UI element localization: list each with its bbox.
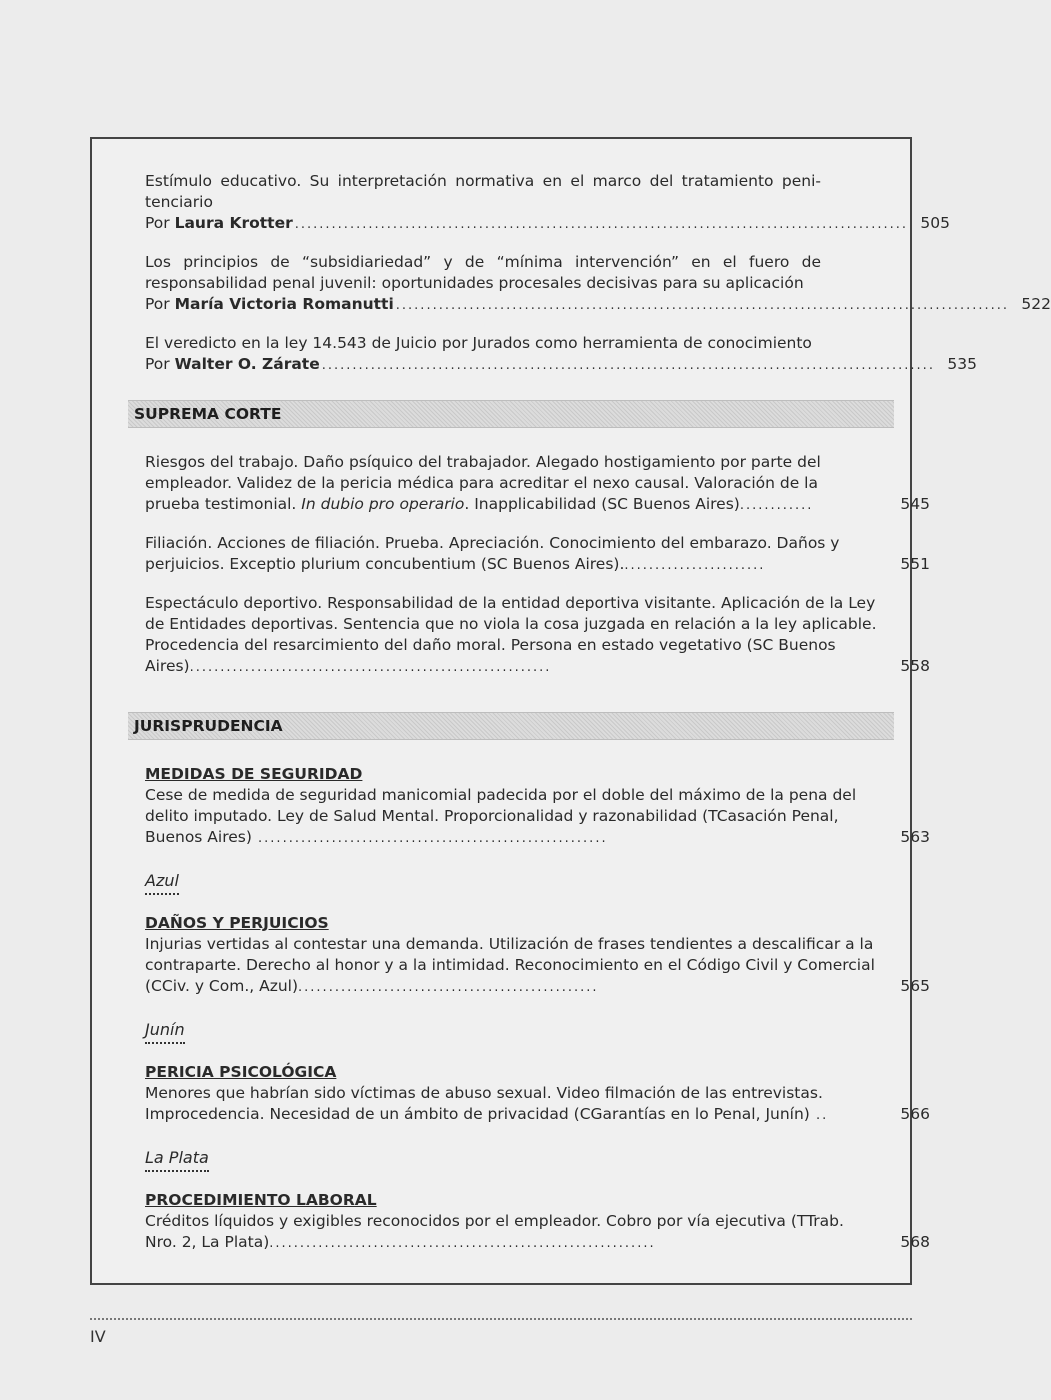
page-ref: 522: [1021, 295, 1051, 313]
city-heading: La Plata: [145, 1147, 209, 1172]
page-ref: 545: [900, 495, 930, 513]
jurisprudence-entry: [145, 1062, 930, 1126]
page-ref: 563: [900, 828, 930, 846]
article-title: Estímulo educativo. Su interpretación normativa en el marco del tratamiento peni-tenciario: [145, 172, 821, 211]
section-title: JURISPRUDENCIA: [134, 717, 283, 735]
jurisprudence-entry: [145, 1190, 930, 1254]
contents-frame: [90, 137, 1051, 1285]
leader-dots: ...........................................................: [189, 660, 552, 675]
category-title: PERICIA PSICOLÓGICA: [145, 1063, 337, 1081]
page-ref: 505: [920, 214, 950, 232]
entry-text: Cese de medida de seguridad manicomial padecida por el doble del máximo de la pena del delito imputado. Ley de Salud Mental. Proporcionalidad y razonabilidad (TCasación Penal, Buenos Aires): [145, 786, 857, 846]
article-entry: [145, 252, 1051, 316]
article-title: Los principios de “subsidiariedad” y de “mínima intervención” en el fuero de responsabilidad penal juvenil: oportunidades procesales decisivas para su aplicación: [145, 253, 821, 292]
section-title: SUPREMA CORTE: [134, 405, 282, 423]
leader-dots: .................................................: [298, 980, 599, 995]
leader-dots: ..: [809, 1108, 829, 1123]
page-number: IV: [90, 1327, 106, 1346]
author-name: María Victoria Romanutti: [174, 295, 394, 313]
leader-dots: ....................................................................................................: [321, 358, 935, 373]
ruling-text-cont: . Inapplicabilidad (SC Buenos Aires): [464, 495, 740, 513]
page-ref: 568: [900, 1233, 930, 1251]
ruling-text: Espectáculo deportivo. Responsabilidad de la entidad deportiva visitante. Aplicación de la Ley de Entidades deportivas. Sentencia que no viola la cosa juzgada en relación a la ley aplicable. Procedencia del resarcimiento del daño moral. Persona en estado vegetativo (SC Buenos Aires): [145, 594, 877, 675]
contents-list: [134, 171, 1051, 1271]
entry-text: Menores que habrían sido víctimas de abuso sexual. Video filmación de las entrevistas. Improcedencia. Necesidad de un ámbito de privacidad (CGarantías en lo Penal, Junín): [145, 1084, 823, 1123]
leader-dots: .........................................................: [251, 831, 608, 846]
ruling-entry: [145, 593, 930, 678]
section-header-jurisprudencia: [128, 712, 894, 740]
footer-dotted-rule: [90, 1318, 912, 1320]
author-line: [145, 213, 950, 235]
author-prefix: Por: [145, 214, 170, 232]
page-ref: 558: [900, 657, 930, 675]
entry-text: Créditos líquidos y exigibles reconocidos por el empleador. Cobro por vía ejecutiva (TTrab. Nro. 2, La Plata): [145, 1212, 844, 1251]
city-heading: Azul: [145, 870, 179, 895]
author-name: Walter O. Zárate: [174, 355, 320, 373]
ruling-entry: [145, 533, 930, 576]
city-heading: Junín: [145, 1019, 185, 1044]
category-title: PROCEDIMIENTO LABORAL: [145, 1191, 377, 1209]
leader-dots: ....................................................................................................: [294, 217, 908, 232]
ruling-entry: [145, 452, 930, 516]
author-name: Laura Krotter: [174, 214, 293, 232]
author-prefix: Por: [145, 355, 170, 373]
ruling-text: Filiación. Acciones de filiación. Prueba. Apreciación. Conocimiento del embarazo. Daños y perjuicios. Exceptio plurium concubentium (SC Buenos Aires).: [145, 534, 840, 573]
article-title: El veredicto en la ley 14.543 de Juicio por Jurados como herramienta de conocimiento: [145, 334, 812, 352]
ruling-latin-phrase: In dubio pro operario: [301, 495, 465, 513]
jurisprudence-entry: [145, 913, 930, 998]
page-ref: 566: [900, 1105, 930, 1123]
category-title: DAÑOS Y PERJUICIOS: [145, 914, 329, 932]
leader-dots: ...............................................................: [269, 1236, 656, 1251]
leader-dots: ....................................................................................................: [395, 298, 1010, 313]
author-line: [145, 354, 977, 376]
page-ref: 565: [900, 977, 930, 995]
category-title: MEDIDAS DE SEGURIDAD: [145, 765, 363, 783]
ruling-text: Riesgos del trabajo. Daño psíquico del trabajador. Alegado hostigamiento por parte del empleador. Validez de la pericia médica para acreditar el nexo causal. Valoración de la prueba testimonial.: [145, 453, 821, 513]
leader-dots: .......................: [624, 558, 766, 573]
article-entry: [145, 333, 977, 376]
entry-text: Injurias vertidas al contestar una demanda. Utilización de frases tendientes a descalificar a la contraparte. Derecho al honor y a la intimidad. Reconocimiento en el Código Civil y Comercial (CCiv. y Com., Azul): [145, 935, 875, 995]
author-prefix: Por: [145, 295, 170, 313]
jurisprudence-entry: [145, 764, 930, 849]
article-entry: [145, 171, 950, 235]
leader-dots: ............: [739, 498, 814, 513]
page-ref: 535: [947, 355, 977, 373]
page-ref: 551: [900, 555, 930, 573]
section-header-suprema-corte: [128, 400, 894, 428]
author-line: [145, 294, 1051, 316]
